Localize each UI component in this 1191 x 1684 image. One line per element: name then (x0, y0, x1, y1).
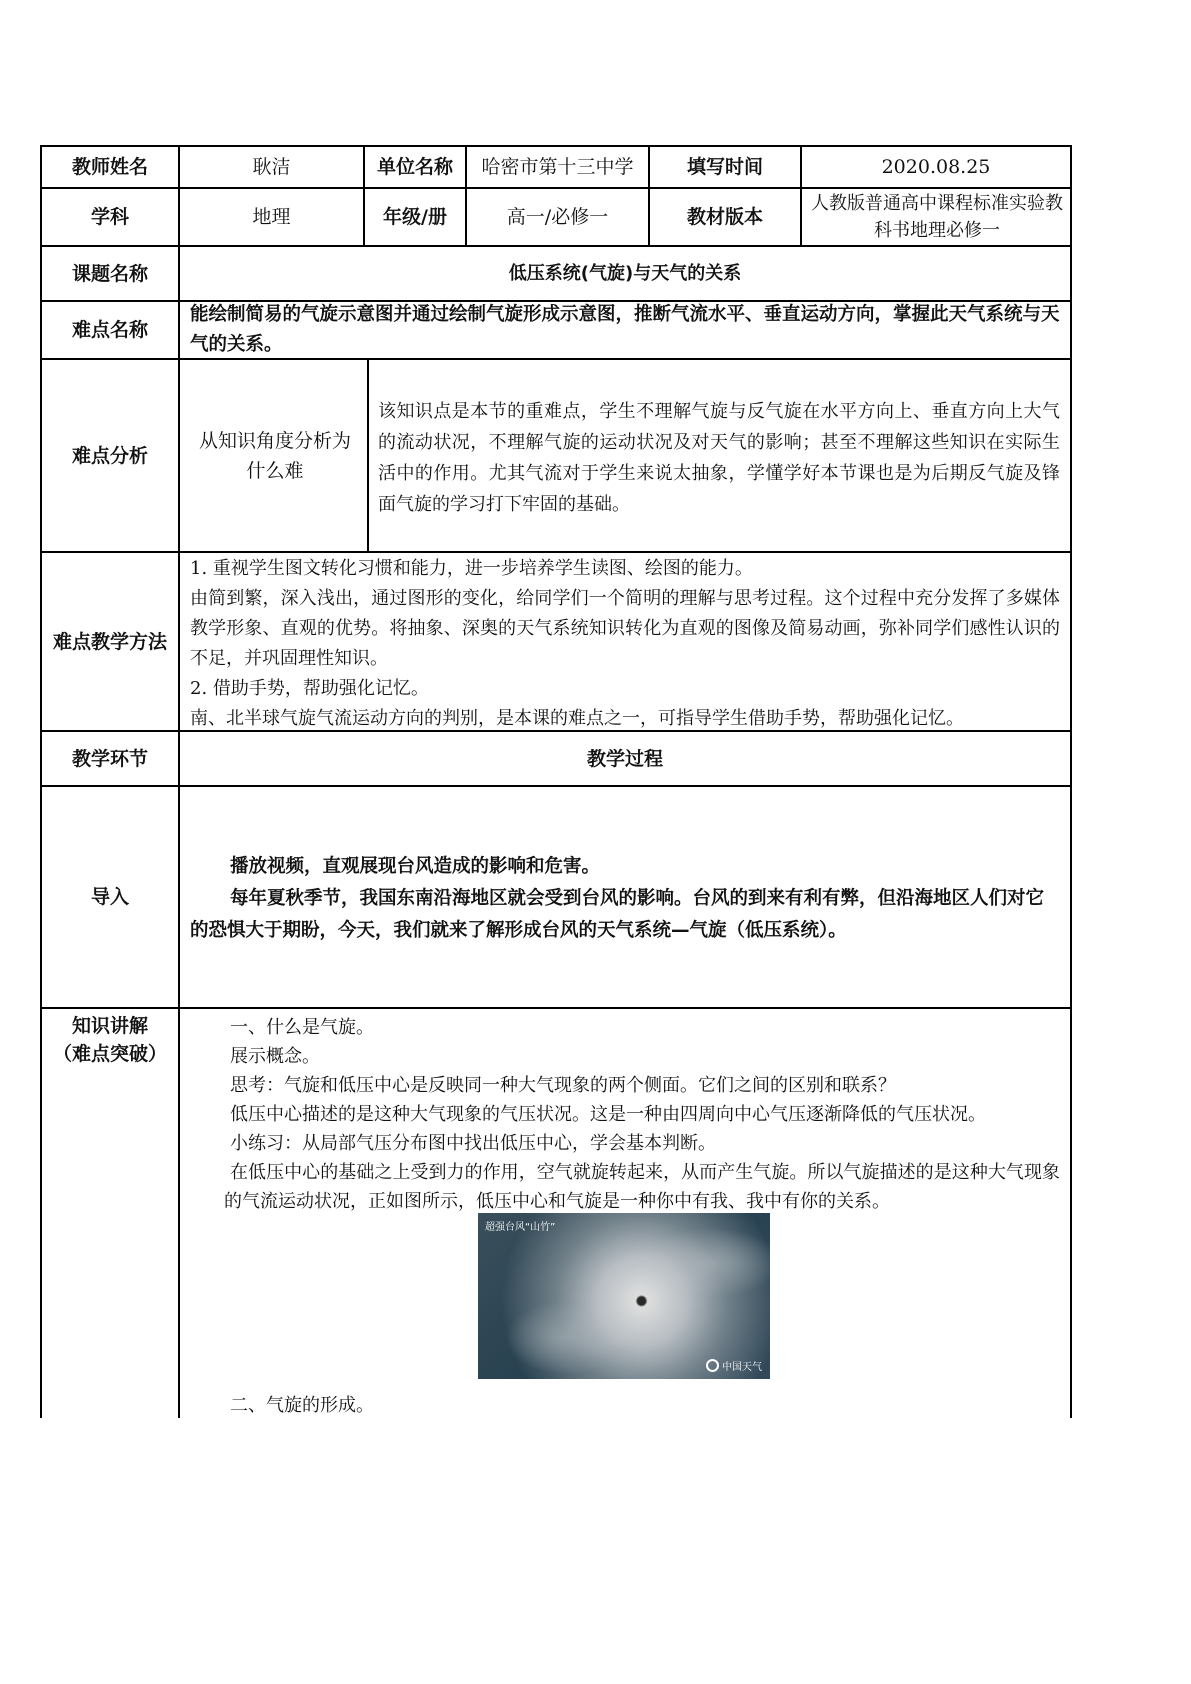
intro-line: 每年夏秋季节，我国东南沿海地区就会受到台风的影响。台风的到来有利有弊，但沿海地区人们对它的恐惧大于期盼，今天，我们就来了解形成台风的天气系统—气旋（低压系统）。 (190, 888, 1045, 941)
grade-label: 年级/册 (383, 206, 447, 228)
teaching-method-line: 南、北半球气旋气流运动方向的判别，是本课的难点之一，可指导学生借助手势，帮助强化记忆。 (190, 708, 964, 729)
knowledge-label-line1: 知识讲解 (71, 1015, 148, 1037)
intro-text (190, 851, 1060, 947)
grade-value: 高一/必修一 (506, 206, 609, 228)
knowledge-line: 展示概念。 (230, 1046, 320, 1067)
intro-label: 导入 (90, 886, 129, 908)
subject-value: 地理 (252, 206, 291, 228)
textbook-value: 人教版普通高中课程标准实验教科书地理必修一 (811, 193, 1063, 241)
knowledge-text (224, 1013, 1060, 1216)
fill-date-value: 2020.08.25 (881, 156, 991, 178)
knowledge-line: 思考：气旋和低压中心是反映同一种大气现象的两个侧面。它们之间的区别和联系？ (230, 1075, 896, 1096)
teaching-method-label: 难点教学方法 (52, 630, 167, 653)
difficulty-analysis-text: 该知识点是本节的重难点，学生不理解气旋与反气旋在水平方向上、垂直方向上大气的流动状况，不理解气旋的运动状况及对天气的影响；甚至不理解这些知识在实际生活中的作用。尤其气流对于学生来说太抽象，学懂学好本节课也是为后期反气旋及锋面气旋的学习打下牢固的基础。 (378, 401, 1060, 515)
teaching-stage-label: 教学环节 (71, 747, 148, 770)
unit-name-value: 哈密市第十三中学 (481, 156, 634, 178)
knowledge-line: 小练习：从局部气压分布图中找出低压中心，学会基本判断。 (230, 1133, 716, 1154)
teaching-method-line: 由简到繁，深入浅出，通过图形的变化，给同学们一个简明的理解与思考过程。这个过程中充分发挥了多媒体教学形象、直观的优势。将抽象、深奥的天气系统知识转化为直观的图像及简易动画，弥补同学们感性认识的不足，并巩固理性知识。 (190, 588, 1060, 669)
row-divider (40, 785, 1072, 787)
subject-label: 学科 (90, 206, 129, 228)
knowledge-label-line2: （难点突破） (52, 1043, 167, 1065)
teaching-method-text (190, 554, 1060, 734)
topic-label: 课题名称 (71, 262, 148, 285)
fill-date-label: 填写时间 (686, 156, 763, 178)
row-divider (40, 1007, 1072, 1009)
weather-logo-icon (706, 1359, 719, 1372)
knowledge-line: 低压中心描述的是这种大气现象的气压状况。这是一种由四周向中心气压逐渐降低的气压状况。 (230, 1104, 986, 1125)
table-right-border (1070, 145, 1072, 1418)
knowledge-line: 在低压中心的基础之上受到力的作用，空气就旋转起来，从而产生气旋。所以气旋描述的是这种大气现象的气流运动状况，正如图所示，低压中心和气旋是一种你中有我、我中有你的关系。 (224, 1162, 1060, 1212)
difficulty-name-label: 难点名称 (71, 319, 148, 341)
analysis-divider (367, 358, 369, 553)
intro-line: 播放视频，直观展现台风造成的影响和危害。 (230, 856, 601, 877)
typhoon-satellite-image (478, 1213, 770, 1379)
teaching-method-line: 2. 借助手势，帮助强化记忆。 (190, 678, 429, 699)
teacher-name-label: 教师姓名 (71, 156, 148, 178)
weather-logo-text: 中国天气 (722, 1362, 762, 1373)
difficulty-name-value: 能绘制简易的气旋示意图并通过绘制气旋形成示意图，推断气流水平、垂直运动方向，掌握此天气系统与天气的关系。 (190, 304, 1060, 355)
row-divider (40, 551, 1072, 553)
weather-logo (706, 1358, 762, 1373)
knowledge-label (42, 1012, 178, 1072)
knowledge-next-section: 二、气旋的形成。 (230, 1395, 374, 1416)
teaching-process-label: 教学过程 (586, 747, 663, 770)
unit-name-label: 单位名称 (376, 156, 453, 178)
topic-value: 低压系统(气旋)与天气的关系 (508, 262, 742, 284)
teacher-name-value: 耿洁 (252, 156, 291, 178)
teaching-method-line: 1. 重视学生图文转化习惯和能力，进一步培养学生读图、绘图的能力。 (190, 558, 753, 579)
textbook-label: 教材版本 (686, 206, 763, 228)
difficulty-analysis-label: 难点分析 (71, 444, 148, 467)
knowledge-line: 一、什么是气旋。 (230, 1017, 374, 1038)
typhoon-image-caption: 超强台风“山竹” (485, 1222, 556, 1233)
difficulty-analysis-sublabel: 从知识角度分析为什么难 (198, 429, 351, 482)
